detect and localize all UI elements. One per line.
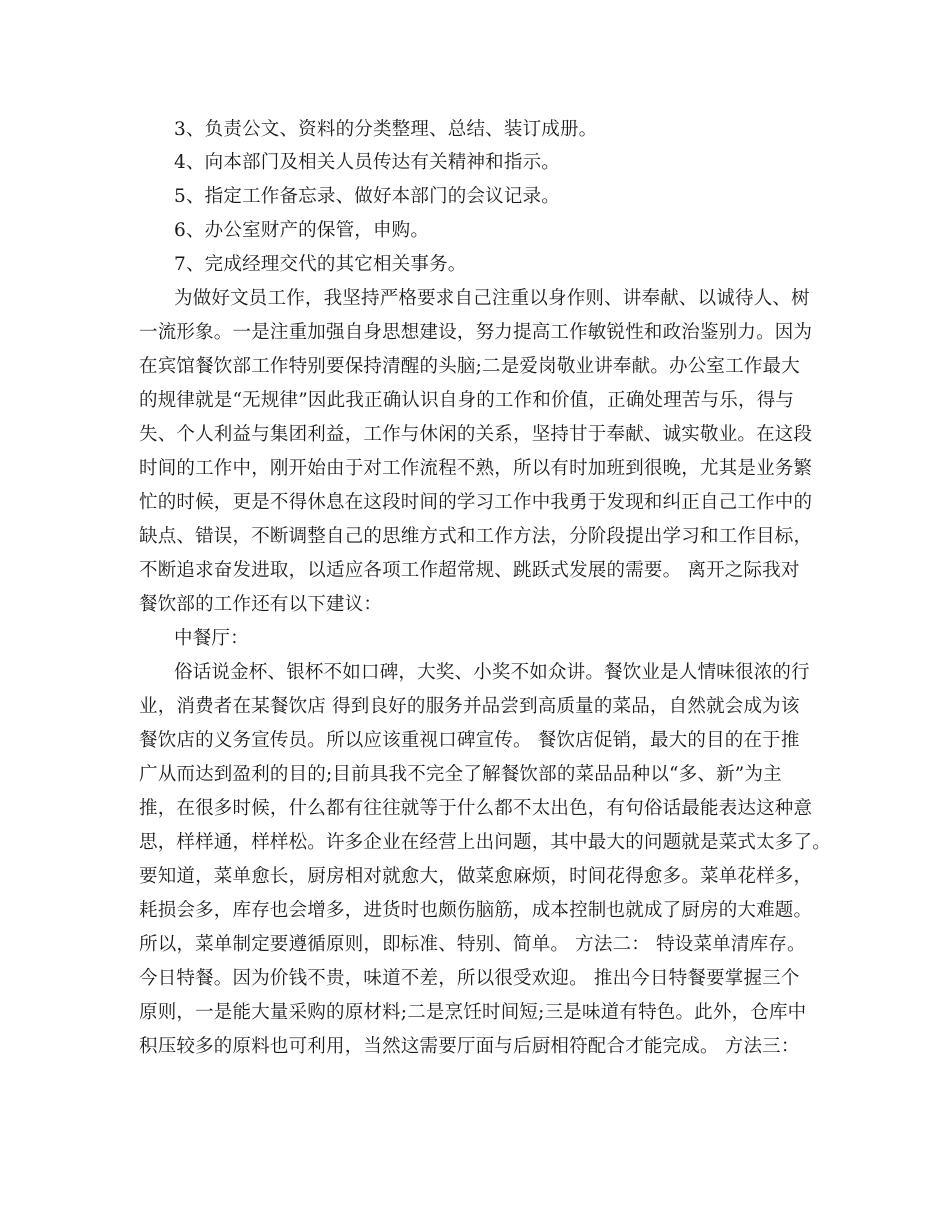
paragraph-line: 耗损会多，库存也会增多，进货时也颇伤脑筋，成本控制也就成了厨房的大难题。 bbox=[139, 900, 813, 921]
paragraph-line: 一流形象。一是注重加强自身思想建设，努力提高工作敏锐性和政治鉴别力。因为 bbox=[139, 322, 813, 343]
list-item: 6、办公室财产的保管，申购。 bbox=[174, 220, 430, 241]
subheading: 中餐厅： bbox=[174, 628, 249, 649]
paragraph-line: 思，样样通，样样松。许多企业在经营上出问题，其中最大的问题就是菜式太多了。 bbox=[139, 832, 831, 853]
paragraph-line: 时间的工作中，刚开始由于对工作流程不熟，所以有时加班到很晚，尤其是业务繁 bbox=[139, 458, 813, 479]
paragraph-line: 原则，一是能大量采购的原材料;二是烹饪时间短;三是味道有特色。此外，仓库中 bbox=[139, 1002, 807, 1023]
paragraph-line: 推，在很多时候，什么都有往往就等于什么都不太出色，有句俗话最能表达这种意 bbox=[139, 798, 813, 819]
paragraph-line: 所以，菜单制定要遵循原则，即标准、特别、简单。 方法二： 特设菜单清库存。 bbox=[139, 934, 806, 955]
paragraph-line: 餐饮店的义务宣传员。所以应该重视口碑宣传。 餐饮店促销，最大的目的在于推 bbox=[139, 730, 800, 751]
paragraph-line: 业，消费者在某餐饮店 得到良好的服务并品尝到高质量的菜品，自然就会成为该 bbox=[139, 696, 800, 717]
list-item: 5、指定工作备忘录、做好本部门的会议记录。 bbox=[174, 186, 560, 207]
paragraph-line: 失、个人利益与集团利益，工作与休闲的关系，坚持甘于奉献、诚实敬业。在这段 bbox=[139, 424, 813, 445]
list-item: 4、向本部门及相关人员传达有关精神和指示。 bbox=[174, 152, 560, 173]
paragraph-line: 餐饮部的工作还有以下建议： bbox=[139, 594, 383, 615]
paragraph-line: 不断追求奋发进取，以适应各项工作超常规、跳跃式发展的需要。 离开之际我对 bbox=[139, 560, 800, 581]
paragraph-line: 俗话说金杯、银杯不如口碑，大奖、小奖不如众讲。餐饮业是人情味很浓的行 bbox=[174, 662, 810, 683]
paragraph-line: 为做好文员工作，我坚持严格要求自己注重以身作则、讲奉献、以诚待人、树 bbox=[174, 288, 810, 309]
paragraph-line: 积压较多的原料也可利用，当然这需要厅面与后厨相符配合才能完成。 方法三： bbox=[139, 1036, 800, 1057]
paragraph-line: 忙的时候，更是不得休息在这段时间的学习工作中我勇于发现和纠正自己工作中的 bbox=[139, 492, 813, 513]
paragraph-line: 缺点、错误，不断调整自己的思维方式和工作方法，分阶段提出学习和工作目标， bbox=[139, 526, 813, 547]
list-item: 7、完成经理交代的其它相关事务。 bbox=[174, 254, 467, 275]
paragraph-line: 要知道，菜单愈长，厨房相对就愈大，做菜愈麻烦，时间花得愈多。菜单花样多， bbox=[139, 866, 813, 887]
list-item: 3、负责公文、资料的分类整理、总结、装订成册。 bbox=[174, 119, 598, 140]
paragraph-line: 在宾馆餐饮部工作特别要保持清醒的头脑;二是爱岗敬业讲奉献。办公室工作最大 bbox=[139, 356, 800, 377]
paragraph-line: 广从而达到盈利的目的;目前具我不完全了解餐饮部的菜品品种以“多、新”为主 bbox=[139, 764, 782, 785]
paragraph-line: 的规律就是“无规律”因此我正确认识自身的工作和价值，正确处理苦与乐，得与 bbox=[139, 390, 795, 411]
paragraph-line: 今日特餐。因为价钱不贵，味道不差，所以很受欢迎。 推出今日特餐要掌握三个 bbox=[139, 968, 800, 989]
